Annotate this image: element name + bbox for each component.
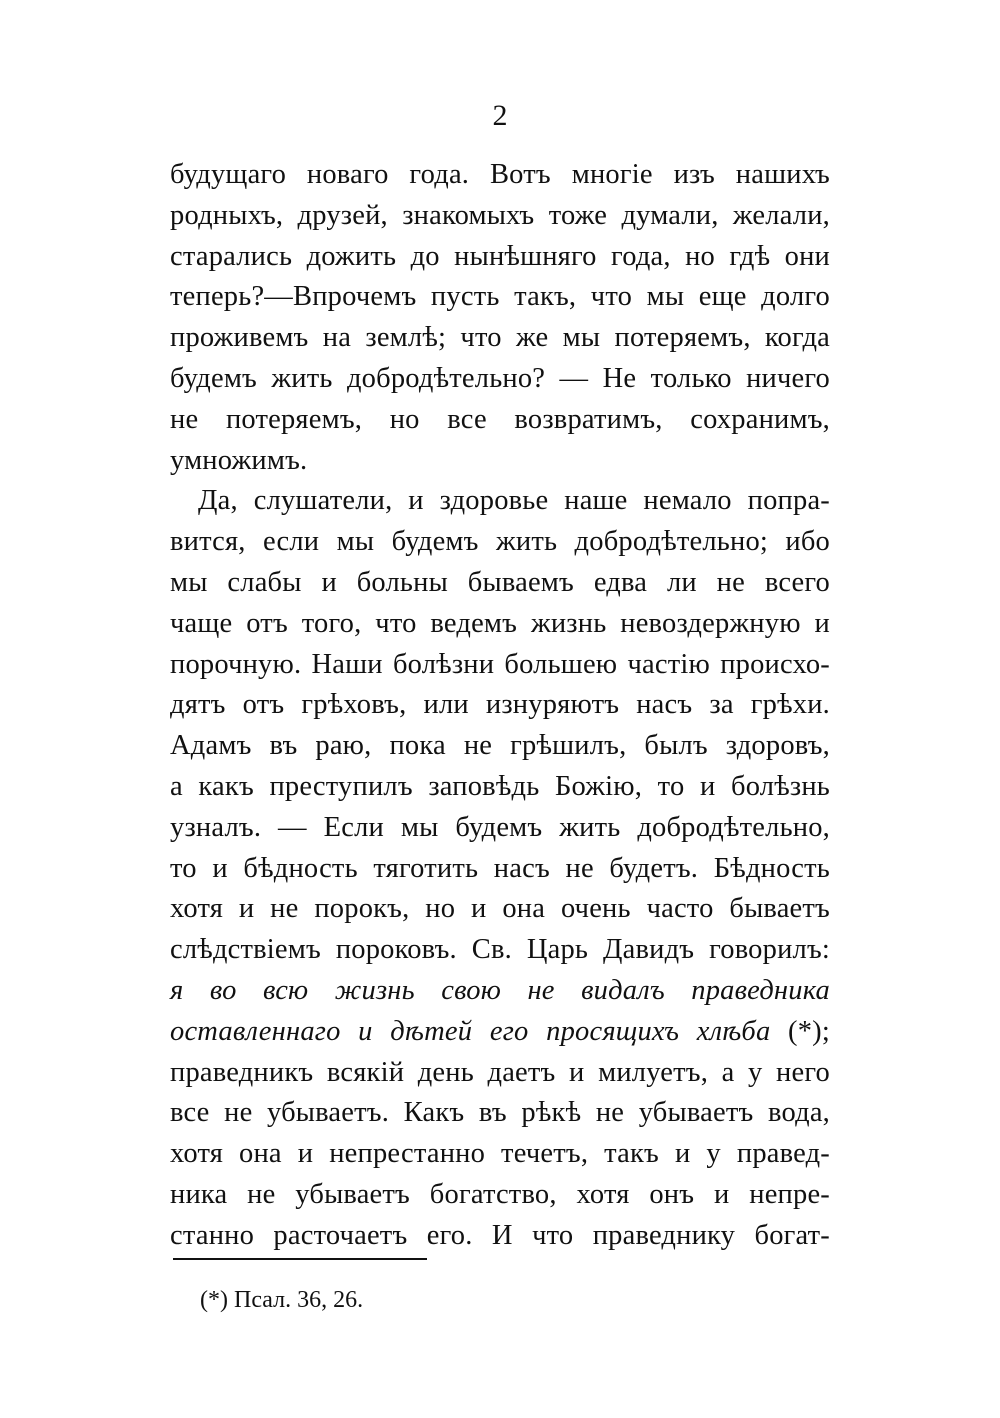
text-line: все не убываетъ. Какъ въ рѣкѣ не убываетъ вода,	[170, 1097, 830, 1129]
footnote-reference[interactable]: (*);	[770, 1015, 830, 1047]
text-line: Да, слушатели, и здоровье наше немало попра-	[198, 485, 830, 517]
text-line: слѣдствiемъ пороковъ. Св. Царь Давидъ говорилъ:	[170, 934, 830, 966]
text-line: порочную. Наши болѣзни большею частiю происхо-	[170, 648, 830, 680]
text-line: хотя она и непрестанно течетъ, такъ и у правед-	[170, 1138, 830, 1170]
quote-text: оставленнаго и дѣтей его просящихъ хлѣба	[170, 1015, 771, 1047]
text-line: умножимъ.	[170, 444, 308, 476]
text-line: праведникъ всякiй день даетъ и милуетъ, а у него	[170, 1056, 830, 1088]
text-line: будущаго новаго года. Вотъ многiе изъ нашихъ	[170, 159, 830, 190]
text-line: а какъ преступилъ заповѣдь Божiю, то и болѣзнь	[170, 770, 830, 802]
text-line: узналъ. — Если мы будемъ жить добродѣтельно,	[170, 811, 830, 843]
text-line: Адамъ въ раю, пока не грѣшилъ, былъ здоровъ,	[170, 730, 830, 762]
footnote-divider	[173, 1258, 427, 1260]
text-line: чаще отъ того, что ведемъ жизнь невоздержную и	[170, 607, 830, 639]
text-line: вится, если мы будемъ жить добродѣтельно; ибо	[170, 526, 830, 558]
text-line: дятъ отъ грѣховъ, или изнуряютъ насъ за грѣхи.	[170, 689, 830, 721]
text-line: мы слабы и больны бываемъ едва ли не всего	[170, 566, 830, 598]
text-line: теперь?—Впрочемъ пусть такъ, что мы еще долго	[170, 281, 830, 313]
footnote: (*) Псал. 36, 26.	[200, 1287, 364, 1313]
text-line: ника не убываетъ богатство, хотя онъ и непре-	[170, 1178, 830, 1210]
text-line: не потеряемъ, но все возвратимъ, сохранимъ,	[170, 403, 830, 435]
text-line: хотя и не порокъ, но и она очень часто бываетъ	[170, 893, 830, 925]
text-line: будемъ жить добродѣтельно? — Не только ничего	[170, 362, 830, 394]
body-text	[170, 155, 830, 1257]
quote-line	[170, 1012, 830, 1053]
text-line: старались дожить до нынѣшняго года, но гдѣ они	[170, 240, 830, 272]
text-line: проживемъ на землѣ; что же мы потеряемъ, когда	[170, 322, 830, 354]
text-line: станно расточаетъ его. И что праведнику богат-	[170, 1219, 830, 1251]
page-number: 2	[492, 99, 508, 132]
quote-text: я во всю жизнь свою не видалъ праведника	[170, 974, 830, 1006]
text-line: то и бѣдность тяготить насъ не будетъ. Бѣдность	[170, 852, 830, 884]
text-line: родныхъ, друзей, знакомыхъ тоже думали, желали,	[170, 199, 830, 231]
quote-line	[170, 971, 830, 1012]
